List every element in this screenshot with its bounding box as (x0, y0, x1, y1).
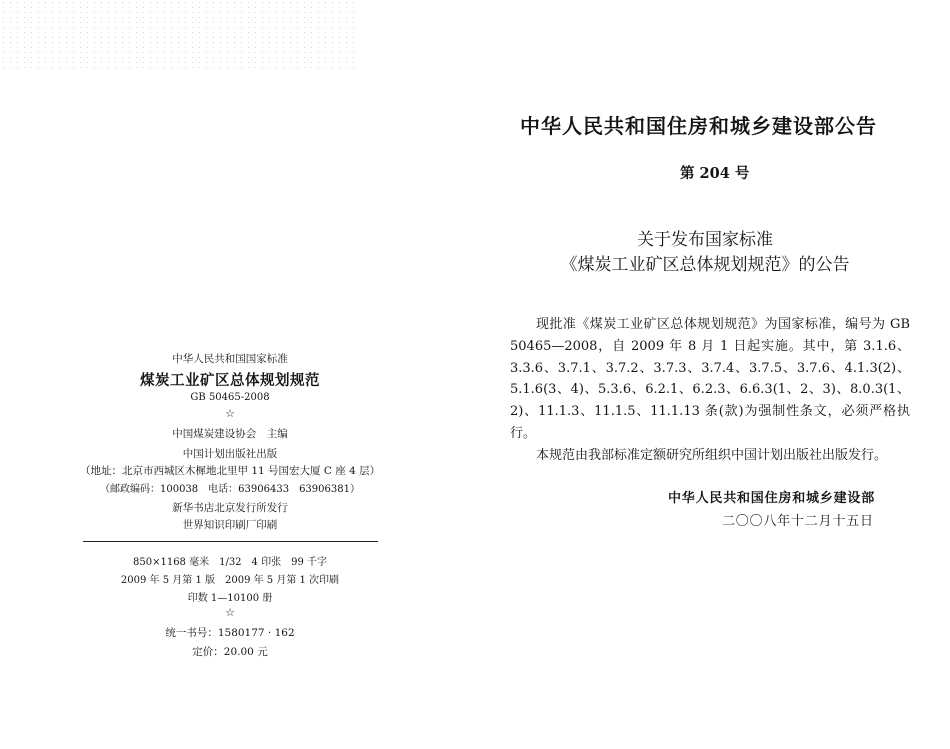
standard-code: GB 50465-2008 (190, 392, 270, 403)
issuing-authority: 中华人民共和国住房和城乡建设部 (668, 491, 876, 506)
chief-editor: 中国煤炭建设协会 主编 (172, 428, 288, 440)
standard-series: 中华人民共和国国家标准 (172, 353, 288, 365)
body-paragraph: 现批准《煤炭工业矿区总体规划规范》为国家标准，编号为 GB 50465—2008，自 2009 年 8 月 1 日起实施。其中，第 3.1.6、3.3.6、3.7.1、3.7.2、3.7.3、3.7.4、3.7.5、3.7.6、4.1.3(2)、5.1.6(3、4)、5.3.6、6.2.1、6.2.3、6.6.3(1、2、3)、8.0.3(1、2)、11.1.3、11.1.5、11.1.13 条(款)为强制性条文，必须严格执行。 (510, 317, 910, 441)
publisher-contact: （邮政编码：100038 电话：63906433 63906381） (100, 484, 360, 495)
printer: 世界知识印刷厂印刷 (182, 519, 278, 531)
announcement-body (510, 314, 910, 467)
edition-info: 2009 年 5 月第 1 版 2009 年 5 月第 1 次印刷 (120, 575, 340, 586)
body-paragraph: 本规范由我部标准定额研究所组织中国计划出版社出版发行。 (536, 447, 888, 463)
price: 定价：20.00 元 (192, 646, 268, 658)
issue-date: 二〇〇八年十二月十五日 (722, 514, 874, 529)
publisher-address: （地址：北京市西城区木樨地北里甲 11 号国宏大厦 C 座 4 层） (80, 465, 381, 477)
star-ornament-icon: ☆ (225, 407, 235, 420)
publisher: 中国计划出版社出版 (182, 448, 278, 460)
print-run: 印数 1—10100 册 (187, 593, 273, 604)
distributor: 新华书店北京发行所发行 (172, 502, 288, 514)
announcement-title: 中华人民共和国住房和城乡建设部公告 (520, 114, 877, 138)
book-title: 煤炭工业矿区总体规划规范 (140, 372, 320, 389)
book-format: 850×1168 毫米 1/32 4 印张 99 千字 (133, 557, 327, 568)
announcement-subtitle-standard: 《煤炭工业矿区总体规划规范》的公告 (560, 255, 850, 275)
star-ornament-icon: ☆ (225, 606, 235, 619)
announcement-number: 第 204 号 (680, 165, 750, 182)
divider (83, 541, 378, 542)
announcement-subtitle: 关于发布国家标准 (637, 230, 773, 250)
book-number: 统一书号：1580177 · 162 (165, 627, 295, 639)
scan-noise (0, 0, 360, 70)
